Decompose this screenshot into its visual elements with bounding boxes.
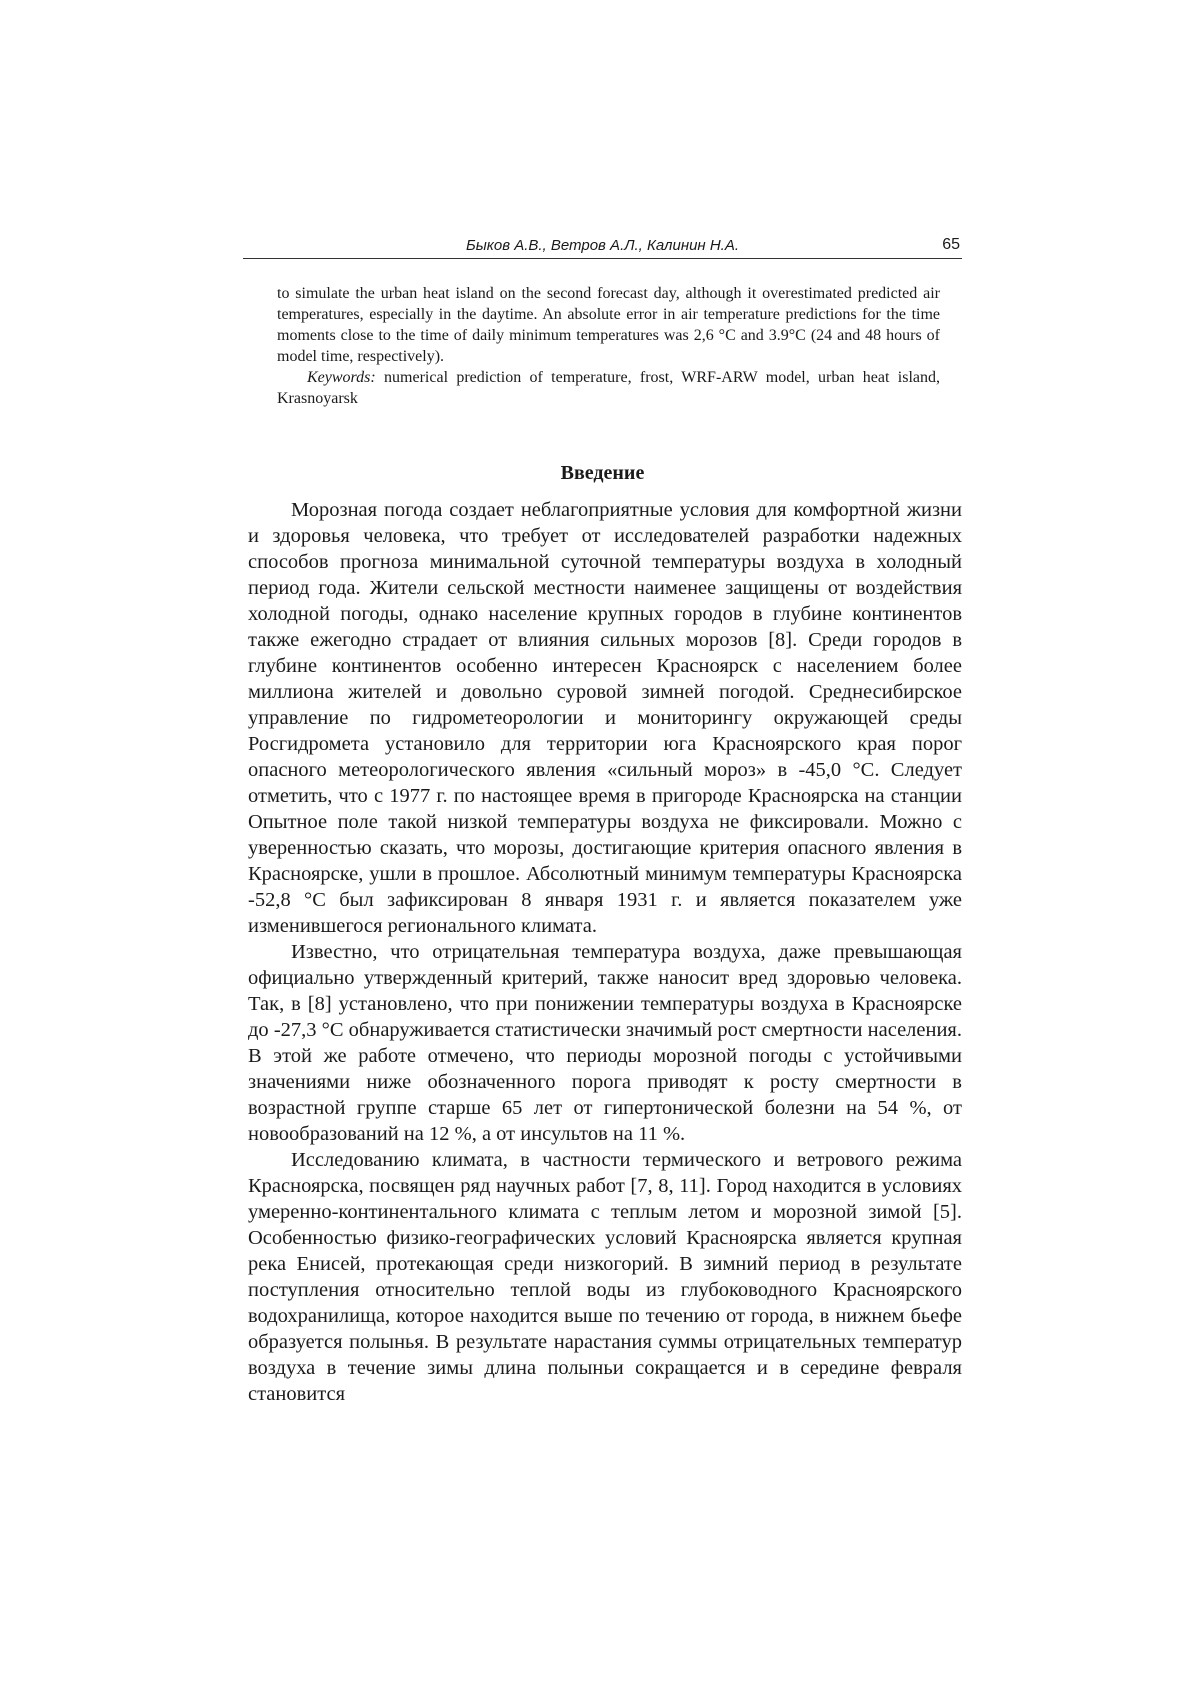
running-header-authors: Быков А.В., Ветров А.Л., Калинин Н.А. — [465, 237, 740, 254]
running-header — [243, 236, 962, 259]
keywords-text: numerical prediction of temperature, frost, WRF-ARW model, urban heat island, Krasnoyarsk — [277, 369, 940, 407]
body-paragraph: Известно, что отрицательная температура воздуха, даже превышающая официально утвержденный критерий, также наносит вред здоровью человека. Так, в [8] установлено, что при понижении температуры воздуха в Красноярске до -27,3 °С обнаруживается статистически значимый рост смертности населения. В этой же работе отмечено, что периоды морозной погоды с устойчивыми значениями ниже обозначенного порога приводят к росту смертности в возрастной группе старше 65 лет от гипертонической болезни на 54 %, от новообразований на 12 %, а от инсультов на 11 %. — [248, 941, 962, 1145]
abstract-block — [277, 283, 940, 409]
abstract-text: to simulate the urban heat island on the second forecast day, although it overestimated predicted air temperatures, especially in the daytime. An absolute error in air temperature predictions for the time moments close to the time of daily minimum temperatures was 2,6 °C and 3.9°C (24 and 48 hours of model time, respectively). — [277, 285, 940, 365]
body-paragraph: Морозная погода создает неблагоприятные условия для комфортной жизни и здоровья человека, что требует от исследователей разработки надежных способов прогноза минимальной суточной температуры воздуха в холодный период года. Жители сельской местности наименее защищены от воздействия холодной погоды, однако население крупных городов в глубине континентов также ежегодно страдает от влияния сильных морозов [8]. Среди городов в глубине континентов особенно интересен Красноярск с населением более миллиона жителей и довольно суровой зимней погодой. Среднесибирское управление по гидрометеорологии и мониторингу окружающей среды Росгидромета установило для территории юга Красноярского края порог опасного метеорологического явления «сильный мороз» в -45,0 °С. Следует отметить, что с 1977 г. по настоящее время в пригороде Красноярска на станции Опытное поле такой низкой температуры воздуха не фиксировали. Можно с уверенностью сказать, что морозы, достигающие критерия опасного явления в Красноярске, ушли в прошлое. Абсолютный минимум температуры Красноярска -52,8 °С был зафиксирован 8 января 1931 г. и является показателем уже изменившегося регионального климата. — [248, 499, 962, 937]
section-body — [248, 497, 962, 1407]
keywords-line — [277, 367, 940, 409]
section-title: Введение — [560, 462, 645, 484]
body-paragraph: Исследованию климата, в частности термического и ветрового режима Красноярска, посвящен ряд научных работ [7, 8, 11]. Город находится в условиях умеренно-континентального климата с теплым летом и морозной зимой [5]. Особенностью физико-географических условий Красноярска является крупная река Енисей, протекающая среди низкогорий. В зимний период в результате поступления относительно теплой воды из глубоководного Красноярского водохранилища, которое находится выше по течению от города, в нижнем бьефе образуется полынья. В результате нарастания суммы отрицательных температур воздуха в течение зимы длина полыньи сокращается и в середине февраля становится — [248, 1149, 962, 1405]
page-number: 65 — [942, 236, 960, 253]
keywords-label: Keywords: — [307, 369, 376, 386]
